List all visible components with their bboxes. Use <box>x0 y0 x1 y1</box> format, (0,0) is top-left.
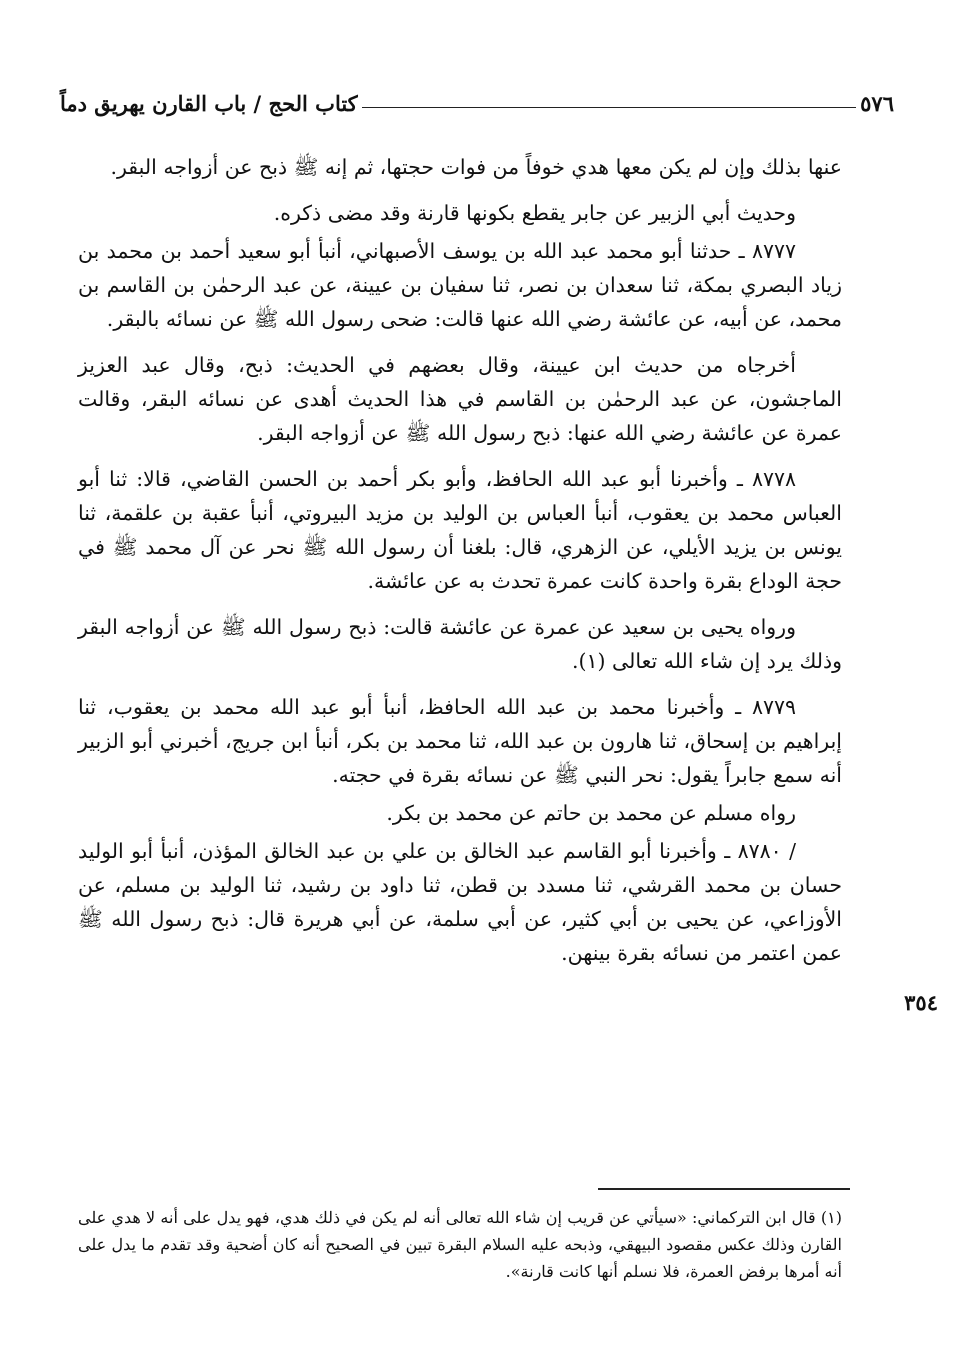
footnote: (١) قال ابن التركماني: «سيأتي عن قريب إن شاء الله تعالى أنه لم يكن في ذلك هدي، فهو يدل على أنه لا هدي على القارن وذلك عكس مقصود البيهقي، وذبحه عليه السلام البقرة تبين في الصحيح أنه كان أضحية وقد تقدم ما يدل على أنه أمرها برفض العمرة، فلا نسلم أنها كانت قارنة». <box>78 1208 842 1281</box>
page-header <box>60 86 894 116</box>
hadith-8779: ٨٧٧٩ ـ وأخبرنا محمد بن عبد الله الحافظ، أنبأ أبو عبد الله محمد بن يعقوب، ثنا إبراهيم بن إسحاق، ثنا هارون بن عبد الله، ثنا محمد بن بكر، أنبأ ابن جريج، أخبرني أبو الزبير أنه سمع جابراً يقول: نحر النبي ﷺ عن نسائه بقرة في حجته. <box>78 695 842 787</box>
paragraph: رواه مسلم عن محمد بن حاتم عن محمد بن بكر. <box>386 801 796 825</box>
hadith-8778: ٨٧٧٨ ـ وأخبرنا أبو عبد الله الحافظ، وأبو بكر أحمد بن الحسن القاضي، قالا: ثنا أبو العباس محمد بن يعقوب، أنبأ العباس بن الوليد بن مزيد البيروتي، أنبأ عقبة بن علقمة، ثنا يونس بن يزيد الأيلي، عن الزهري، قال: بلغنا أن رسول الله ﷺ نحر عن آل محمد ﷺ في حجة الوداع بقرة واحدة كانت عمرة تحدث به عن عائشة. <box>78 467 842 593</box>
margin-page-number: ٣٥٤ <box>904 990 938 1015</box>
hadith-8780: / ٨٧٨٠ ـ وأخبرنا أبو القاسم عبد الخالق بن علي بن عبد الخالق المؤذن، أنبأ أبو الوليد حسان بن محمد القرشي، ثنا مسدد بن قطن، ثنا داود بن رشيد، ثنا الوليد بن مسلم، عن الأوزاعي، عن يحيى بن أبي كثير، عن أبي سلمة، عن أبي هريرة قال: ذبح رسول الله ﷺ عمن اعتمر من نسائه بقرة بينهن. <box>78 839 842 965</box>
footnote-separator <box>598 1188 850 1190</box>
page-number: ٥٧٦ <box>860 91 894 116</box>
header-rule <box>362 107 856 108</box>
paragraph: عنها بذلك وإن لم يكن معها هدي خوفاً من فوات حجتها، ثم إنه ﷺ ذبح عن أزواجه البقر. <box>110 155 842 179</box>
paragraph: وحديث أبي الزبير عن جابر يقطع بكونها قارنة وقد مضى ذكره. <box>273 201 796 225</box>
hadith-8777: ٨٧٧٧ ـ حدثنا أبو محمد عبد الله بن يوسف الأصبهاني، أنبأ أبو سعيد أحمد بن محمد بن زياد البصري بمكة، ثنا سعدان بن نصر، ثنا سفيان بن عيينة، عن عبد الرحمٰن بن القاسم بن محمد، عن أبيه، عن عائشة رضي الله عنها قالت: ضحى رسول الله ﷺ عن نسائه بالبقر. <box>78 239 842 331</box>
running-title: كتاب الحج / باب القارن يهريق دماً <box>60 91 358 116</box>
paragraph: ورواه يحيى بن سعيد عن عمرة عن عائشة قالت: ذبح رسول الله ﷺ عن أزواجه البقر وذلك يرد إن شاء الله تعالى (١). <box>78 615 842 673</box>
paragraph: أخرجاه من حديث ابن عيينة، وقال بعضهم في الحديث: ذبح، وقال عبد العزيز الماجشون، عن عبد الرحمٰن بن القاسم في هذا الحديث أهدى عن نسائه البقر، وقالت عمرة عن عائشة رضي الله عنها: ذبح رسول الله ﷺ عن أزواجه البقر. <box>78 353 842 445</box>
main-text <box>78 150 842 982</box>
